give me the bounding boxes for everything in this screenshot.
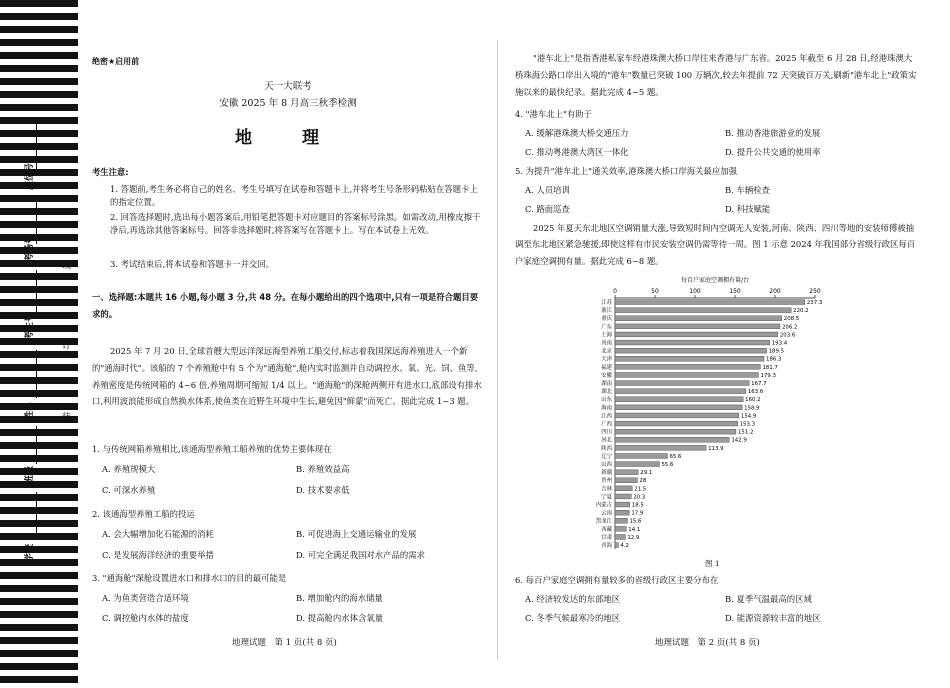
q5-option-c[interactable]: C. 路面巡查 [525,204,570,214]
category-label: 内蒙古 [595,502,612,509]
bar-value-label: 28 [639,478,647,485]
notice-2: 2. 回答选择题时,选出每小题答案后,用铅笔把答题卡对应题目的答案标号涂黑。如需改动,用橡皮擦干净后,再选涂其他答案标号。回答非选择题时,将答案写在答题卡上。写在本试卷上无效。 [110,212,481,236]
bar [615,518,627,523]
bar-value-label: 158.9 [744,405,760,412]
stripe [0,377,78,384]
category-label: 湖北 [601,389,612,396]
stripe [0,247,78,254]
category-label: 江西 [601,413,612,420]
stripe [0,13,78,20]
bar-value-label: 151.2 [737,429,754,436]
category-label: 贵州 [601,478,612,485]
stripe [0,585,78,592]
q4-option-a[interactable]: A. 缓解港珠澳大桥交通压力 [525,128,629,138]
bar [615,405,742,410]
stripe [0,650,78,657]
bar [615,381,749,386]
binding-label-student-no: 考生号 [25,312,35,340]
x-tick-label: 200 [769,288,781,295]
category-label: 海南 [601,405,612,412]
binding-label-seat: 座位号 [25,162,35,190]
q6-option-d[interactable]: D. 能源资源较丰富的地区 [725,613,821,623]
stripe [0,130,78,137]
stripe [0,663,78,670]
binding-label-school: 学校 [25,543,35,562]
category-label: 天津 [601,356,612,363]
q5-option-d[interactable]: D. 科技赋能 [725,204,771,214]
stripe [0,117,78,124]
bar-value-label: 12.9 [627,534,640,541]
x-tick-label: 150 [729,288,741,295]
q1-option-c[interactable]: C. 可深水养殖 [102,485,156,495]
stripe [0,299,78,306]
stripe [0,390,78,397]
category-label: 上海 [601,332,612,339]
bar-value-label: 189.5 [768,348,785,355]
category-label: 吉林 [601,486,612,493]
question-4-stem: 4. "港车北上"有助于 [515,109,592,119]
bar [615,445,706,450]
stripe [0,559,78,566]
page-2 [515,0,920,688]
bar [615,413,739,418]
category-label: 陕西 [601,445,612,452]
bar [615,470,638,475]
cut-mark-bind: 装 [62,413,72,423]
stripe [0,273,78,280]
category-label: 宁夏 [601,494,612,501]
bar [615,389,746,394]
stripe [0,286,78,293]
stripe [0,598,78,605]
stripe [0,624,78,631]
question-3-stem: 3. "通海舱"深舱设置进水口和排水口的目的最可能是 [92,573,287,583]
q3-option-c[interactable]: C. 调控舱内水体的盐度 [102,613,189,623]
stripe [0,546,78,553]
bar [615,429,736,434]
figure-caption: 图 1 [705,559,720,568]
x-tick-label: 100 [689,288,701,295]
notice-1: 1. 答题前,考生务必将自己的姓名、考生号填写在试卷和答题卡上,并将考生号条形码粘贴在答题卡上的指定位置。 [110,184,478,208]
aircon-bar-chart [575,276,865,566]
stripe [0,143,78,150]
x-tick-label: 250 [809,288,821,295]
bar-value-label: 167.7 [751,381,767,387]
stripe [0,104,78,111]
stripe [0,364,78,371]
bar-value-label: 17.9 [631,510,644,517]
question-2-stem: 2. 该通海型养殖工船的投运 [92,509,195,519]
category-label: 福建 [601,364,612,371]
q5-option-b[interactable]: B. 车辆检查 [725,185,770,195]
cut-mark-line: 线 [62,261,72,271]
x-tick-label: 50 [651,288,659,295]
stripe [0,676,78,683]
bar [615,348,767,353]
bar [615,324,780,329]
binding-label-class: 班级 [25,465,35,484]
q6-option-a[interactable]: A. 经济较发达的东部地区 [525,594,621,604]
stripe [0,52,78,59]
bar [615,454,667,459]
bar [615,437,729,442]
category-label: 甘肃 [601,534,612,541]
category-label: 山东 [601,397,612,404]
stripe [0,78,78,85]
stripe [0,39,78,46]
subject-title: 地 理 [235,128,341,148]
section-heading: 一、选择题:本题共 16 小题,每小题 3 分,共 48 分。在每小题给出的四个选项中,只有一项是符合题目要求的。 [92,292,479,319]
category-label: 河南 [601,340,612,347]
q5-option-a[interactable]: A. 人员培训 [525,185,570,195]
stripe [0,520,78,527]
stripe [0,156,78,163]
category-label: 广西 [601,421,612,428]
category-label: 四川 [601,429,612,436]
q1-option-b[interactable]: B. 养殖效益高 [296,464,350,474]
stripe [0,91,78,98]
category-label: 新疆 [601,470,612,477]
bar [615,340,770,345]
q6-option-c[interactable]: C. 冬季气候最寒冷的地区 [525,613,621,623]
category-label: 湖南 [601,381,612,387]
bar [615,478,637,483]
bar-value-label: 237.3 [806,300,823,306]
x-tick-label: 0 [613,288,617,295]
bar-value-label: 186.3 [766,356,782,363]
bar-value-label: 65.6 [669,453,682,460]
question-6-stem: 6. 每百户家庭空调拥有量较多的省级行政区主要分布在 [515,575,719,585]
binding-line [36,492,37,540]
category-label: 黑龙江 [595,518,612,525]
bar [615,397,743,402]
stripe [0,169,78,176]
chart-title: 每百户家庭空调拥有量/台 [680,277,750,284]
exam-subtitle: 安徽 2025 年 8 月高三秋季检测 [219,98,357,109]
stripe [0,533,78,540]
bar-value-label: 154.9 [740,413,757,420]
category-label: 江苏 [601,300,612,306]
q3-option-a[interactable]: A. 为鱼类营造合适环境 [102,593,189,603]
bar-value-label: 203.6 [779,332,796,339]
bar-value-label: 15.6 [629,518,642,525]
bar [615,535,625,540]
cut-mark-staple: 订 [62,341,72,351]
binding-label-room: 考场号 [25,234,35,262]
stripe [0,611,78,618]
stripe [0,312,78,319]
exam-title: 天一大联考 [264,81,312,92]
q1-option-d[interactable]: D. 技术要求低 [296,485,350,495]
category-label: 云南 [601,510,612,517]
bar-value-label: 179.3 [760,372,776,379]
bar [615,526,626,531]
category-label: 西藏 [601,526,612,533]
stripe [0,442,78,449]
secret-mark: 绝密★启用前 [92,57,140,66]
bar [615,543,618,548]
category-label: 北京 [601,348,612,355]
bar-value-label: 153.3 [739,421,756,428]
bar [615,308,791,313]
bar-value-label: 4.2 [620,543,629,549]
bar-value-label: 208.5 [783,316,800,323]
bar-value-label: 21.5 [634,486,647,493]
passage-1: 2025 年 7 月 20 日,全球首艘大型远洋深远海型养殖工船交付,标志着我国深远海养殖进入一个新的"通海时代"。该船的 7 个养殖舱中有 5 个为"通海舱",舱内实时监测并自动调控水、氧、光、饲、鱼等,养殖密度是传统网箱的 4~6 倍,养殖周期可缩短 1/4 以上。"通海舱"的深舱两侧开有进水口,底部设有排水口,利用波浪能形成自然换水体系,使鱼类在近野生环境中生长,避免因"鲜蒙"而死亡。据此完成 1~3 题。 [92,346,482,407]
stripe [0,468,78,475]
stripe [0,0,78,7]
bar [615,332,778,337]
stripe [0,182,78,189]
category-label: 河北 [601,437,612,444]
binding-label-name: 姓名 [25,401,35,420]
bar [615,486,632,491]
binding-line [36,426,37,464]
bar-value-label: 113.9 [708,445,724,452]
category-label: 广东 [601,324,612,331]
stripe [0,429,78,436]
bar-value-label: 29.1 [640,470,653,477]
category-label: 青海 [601,543,612,549]
bar [615,462,659,467]
stripe [0,325,78,332]
bar-value-label: 163.6 [747,389,764,396]
stripe [0,208,78,215]
bar [615,316,782,321]
q3-option-b[interactable]: B. 增加舱内的海水储量 [296,593,383,603]
category-label: 重庆 [601,316,612,323]
stripe [0,494,78,501]
bar-value-label: 206.2 [781,324,798,331]
notice-title: 考生注意: [92,167,129,177]
question-1-stem: 1. 与传统网箱养殖相比,该通海型养殖工船养殖的优势主要体现在 [92,444,332,454]
bar-value-label: 14.1 [628,526,641,533]
bar-value-label: 18.5 [631,502,644,509]
stripe [0,507,78,514]
q4-option-b[interactable]: B. 推动香港旅游业的发展 [725,128,821,138]
stripe [0,455,78,462]
category-label: 安徽 [601,372,612,379]
category-label: 辽宁 [601,453,612,460]
q2-option-b[interactable]: B. 可促进海上交通运输业的发展 [296,529,417,539]
bar-value-label: 181.7 [762,364,778,371]
stripe [0,481,78,488]
stripe [0,637,78,644]
page-divider [497,40,498,660]
binding-line [36,350,37,398]
bar [615,494,631,499]
bar [615,502,630,507]
q2-option-d[interactable]: D. 可完全满足我国对水产品的需求 [296,550,425,560]
stripe [0,26,78,33]
bar-value-label: 55.6 [661,462,674,468]
bar-value-label: 220.2 [793,308,809,315]
q4-option-d[interactable]: D. 提升公共交通的使用率 [725,147,821,157]
q2-option-a[interactable]: A. 会大幅增加化石能源的消耗 [102,529,214,539]
bar [615,364,760,369]
bar-value-label: 142.9 [731,437,747,444]
q3-option-d[interactable]: D. 提高舱内水体含氧量 [296,613,384,623]
stripe [0,195,78,202]
bar [615,510,629,515]
page-1 [92,0,484,688]
binding-line [36,122,37,170]
stripe [0,234,78,241]
binding-line [36,270,37,318]
stripe [0,65,78,72]
stripe [0,221,78,228]
category-label: 浙江 [601,308,612,315]
bar [615,300,805,305]
bar [615,356,764,361]
stripe [0,403,78,410]
passage-2: "港车北上"是指香港私家车经港珠澳大桥口岸往来香港与广东省。2025 年截至 6 月 28 日,经港珠澳大桥珠海公路口岸出入境的"港车"数量已突破 100 万辆次,较去年提前 72 天突破百万关,刷新"港车北上"政策实施以来的最快纪录。据此完成 4~5 题。 [515,53,917,97]
q2-option-c[interactable]: C. 是发展海洋经济的重要举措 [102,550,214,560]
category-label: 山西 [601,462,612,468]
question-5-stem: 5. 为提升"港车北上"通关效率,港珠澳大桥口岸海关最应加强 [515,166,738,176]
q6-option-b[interactable]: B. 夏季气温最高的区域 [725,594,812,604]
page-2-footer: 地理试题 第 2 页(共 8 页) [655,638,760,648]
bar-value-label: 160.2 [745,397,761,404]
bar-value-label: 193.4 [771,340,788,347]
stripe [0,572,78,579]
bar [615,373,758,378]
bar [615,421,738,426]
q4-option-c[interactable]: C. 推动粤港澳大湾区一体化 [525,147,629,157]
stripe [0,351,78,358]
passage-3: 2025 年夏天东北地区空调销量大涨,导致短时间内空调无人安装,河南、陕西、四川等地的安装师傅被抽调至东北地区紧急驰援,即使这样有市民安装空调仍需等待一周。图 1 示意 2024 年我国部分省级行政区每百户家庭空调拥有量。据此完成 6~8 题。 [515,223,916,266]
page-1-footer: 地理试题 第 1 页(共 8 页) [232,638,337,648]
binding-line [36,196,37,244]
bar-value-label: 20.3 [633,494,646,501]
q1-option-a[interactable]: A. 养殖规模大 [102,464,156,474]
notice-3: 3. 考试结束后,将本试卷和答题卡一并交回。 [110,259,275,269]
